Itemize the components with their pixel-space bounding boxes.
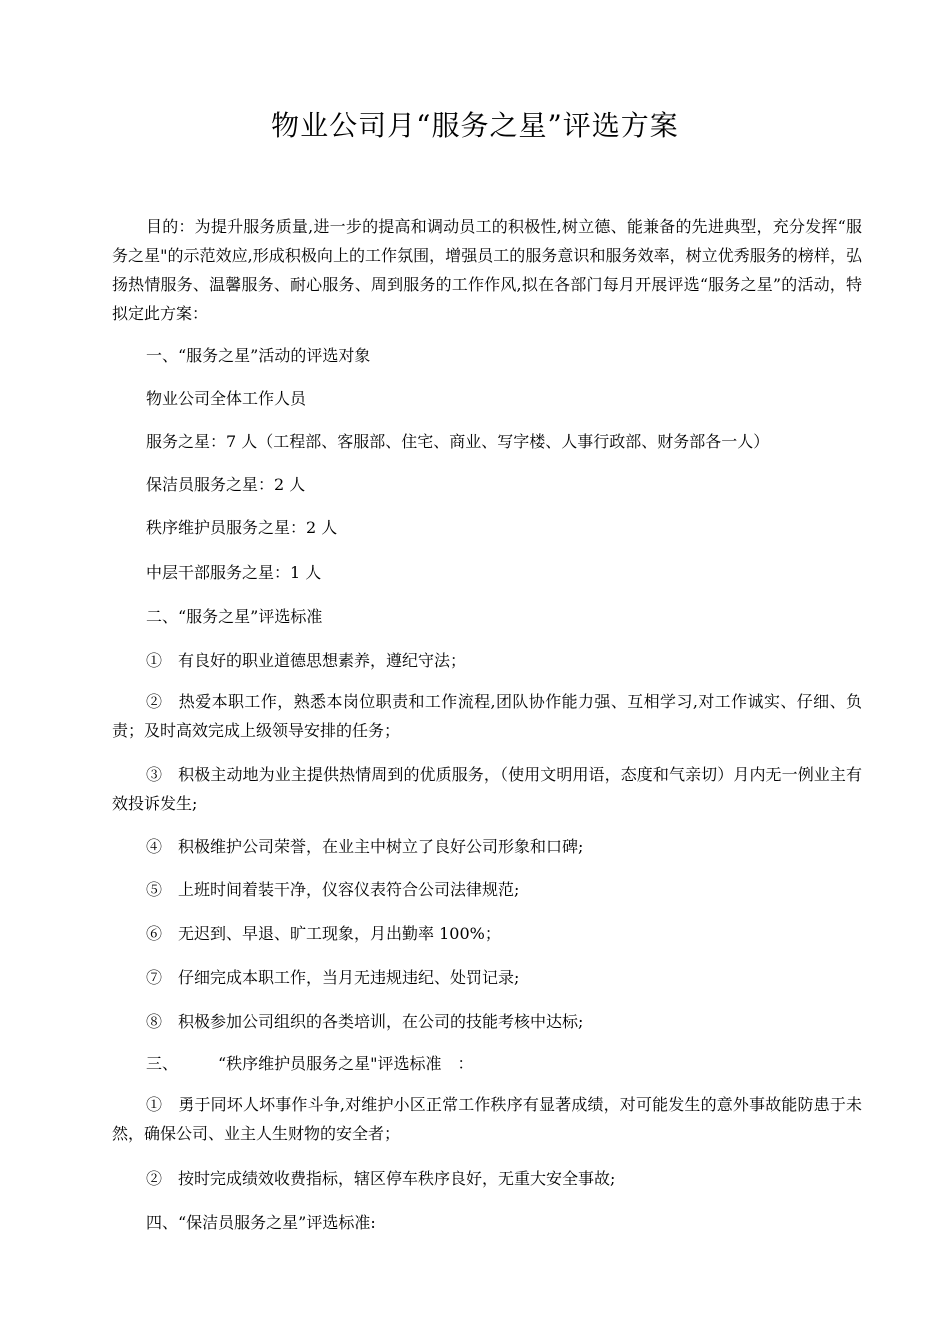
criterion-4: ④ 积极维护公司荣誉，在业主中树立了良好公司形象和口碑; [146, 837, 584, 856]
eligibility-line: 物业公司全体工作人员 [146, 389, 307, 408]
criterion-3: ③ 积极主动地为业主提供热情周到的优质服务，（使用文明用语，态度和气亲切）月内无一例业主有效投诉发生; [112, 765, 862, 813]
document-title: 物业公司月“服务之星”评选方案 [271, 109, 679, 142]
purpose-paragraph: 目的：为提升服务质量,进一步的提高和调动员工的积极性,树立德、能兼备的先进典型，充分发挥“服务之星"的示范效应,形成积极向上的工作氛围，增强员工的服务意识和服务效率，树立优秀服务的榜样，弘扬热情服务、温馨服务、耐心服务、周到服务的工作作风,拟在各部门每月开展评选“服务之星”的活动，特拟定此方案： [112, 217, 862, 323]
criterion-7: ⑦ 仔细完成本职工作，当月无违规违纪、处罚记录; [146, 968, 520, 987]
criterion-5: ⑤ 上班时间着装干净，仪容仪表符合公司法律规范; [146, 880, 520, 899]
criterion-2: ② 热爱本职工作，熟悉本岗位职责和工作流程,团队协作能力强、互相学习,对工作诚实、仔细、负责；及时高效完成上级领导安排的任务； [112, 692, 862, 740]
quota-manager-star: 中层干部服务之星：1 人 [146, 563, 322, 582]
criterion-8: ⑧ 积极参加公司组织的各类培训，在公司的技能考核中达标; [146, 1012, 584, 1031]
criterion-6: ⑥ 无迟到、早退、旷工现象，月出勤率 100%； [146, 924, 501, 943]
quota-service-star: 服务之星：7 人（工程部、客服部、住宅、商业、写字楼、人事行政部、财务部各一人） [146, 432, 770, 451]
section-2-heading: 二、“服务之星”评选标准 [146, 607, 323, 626]
section-4-heading: 四、“保洁员服务之星”评选标准: [146, 1213, 376, 1232]
section-3-heading: 三、 “秩序维护员服务之星"评选标准 ： [146, 1054, 474, 1073]
section-1-heading: 一、“服务之星”活动的评选对象 [146, 346, 371, 365]
security-criterion-1: ① 勇于同坏人坏事作斗争,对维护小区正常工作秩序有显著成绩，对可能发生的意外事故能防患于未然，确保公司、业主人生财物的安全者； [112, 1095, 862, 1143]
quota-cleaner-star: 保洁员服务之星：2 人 [146, 475, 306, 494]
criterion-1: ① 有良好的职业道德思想素养，遵纪守法； [146, 651, 467, 670]
quota-security-star: 秩序维护员服务之星：2 人 [146, 518, 338, 537]
security-criterion-2: ② 按时完成绩效收费指标，辖区停车秩序良好，无重大安全事故; [146, 1169, 616, 1188]
